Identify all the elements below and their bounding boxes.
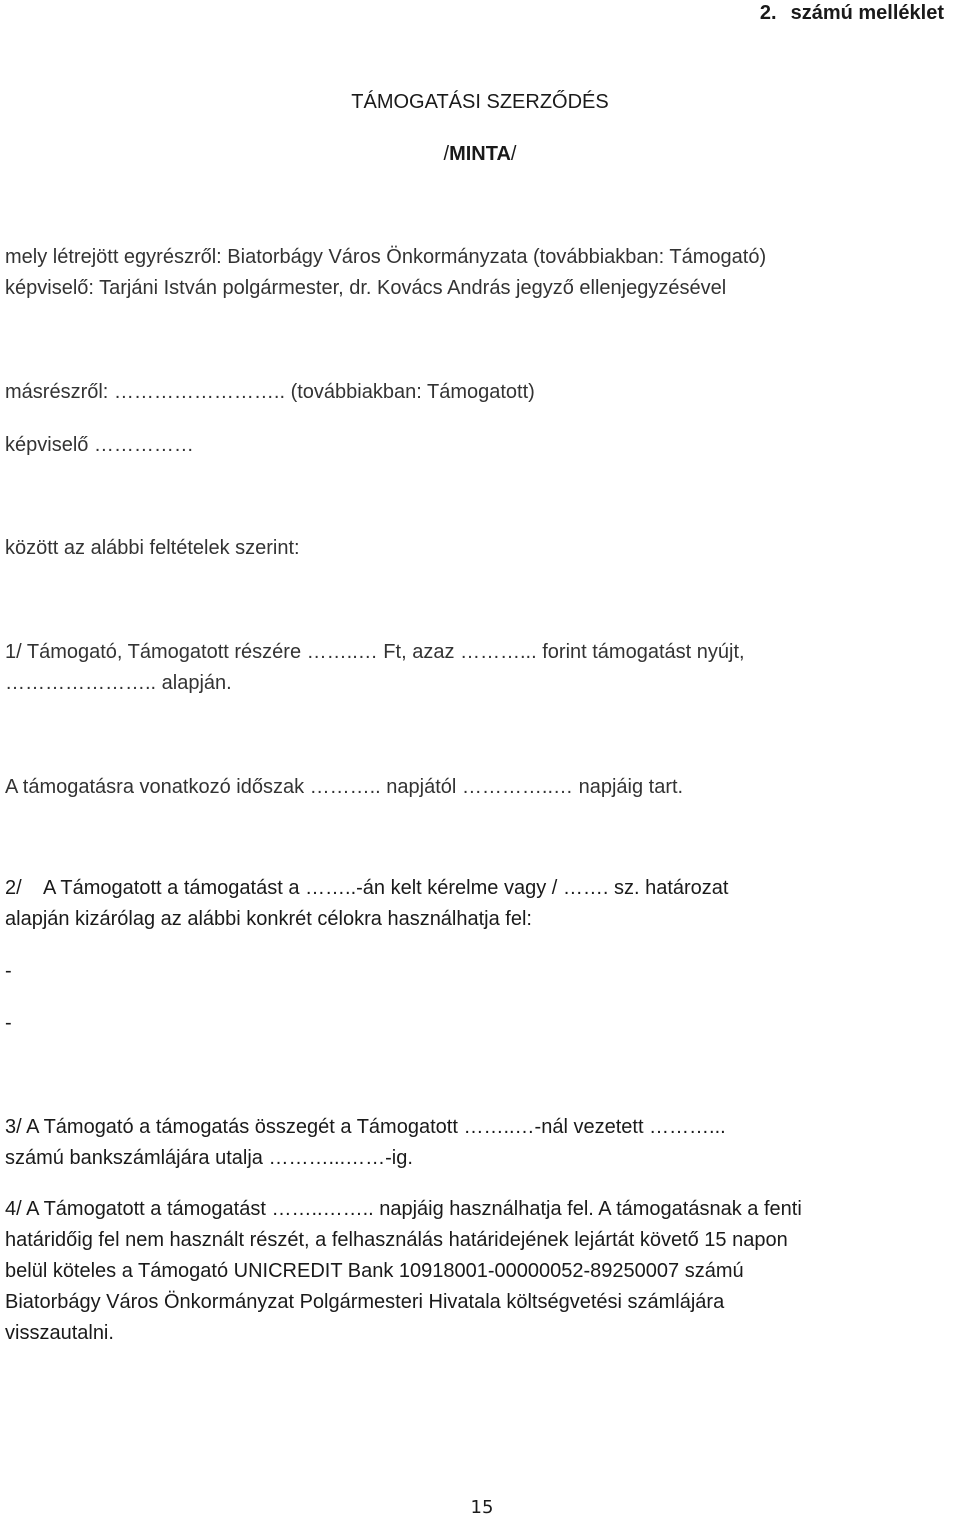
- conditions-intro: között az alábbi feltételek szerint:: [5, 537, 300, 559]
- subtitle-prefix: /: [443, 143, 450, 165]
- section1-period: A támogatásra vonatkozó időszak ……….. napjától …………..… napjáig tart.: [5, 776, 684, 798]
- section2-text: A Támogatott a támogatást a ……..-án kelt kérelme vagy / ……. sz. határozat: [43, 877, 729, 899]
- section4-line-2: határidőig fel nem használt részét, a felhasználás határidejének lejártát követő 15 napon: [5, 1229, 788, 1251]
- annex-text: számú melléklet: [790, 2, 944, 24]
- section4-line-3: belül köteles a Támogató UNICREDIT Bank 10918001-00000052-89250007 számú: [5, 1260, 744, 1282]
- section1-line-2: ………………….. alapján.: [5, 672, 232, 694]
- section2-bullet-1: -: [5, 960, 12, 982]
- other-party-line: másrészről: …………………….. (továbbiakban: Támogatott): [5, 381, 535, 403]
- section2-number: 2/: [5, 877, 22, 899]
- section1-line-1: 1/ Támogató, Támogatott részére ……..… Ft, azaz ………... forint támogatást nyújt,: [5, 641, 745, 663]
- section3-line-1: 3/ A Támogató a támogatás összegét a Támogatott ……..…-nál vezetett ………...: [5, 1116, 726, 1138]
- section2-line-2: alapján kizárólag az alábbi konkrét célokra használhatja fel:: [5, 908, 532, 930]
- document-subtitle: [0, 142, 960, 166]
- subtitle-minta: MINTA: [449, 143, 511, 165]
- section3-line-2: számú bankszámlájára utalja ………...……-ig.: [5, 1147, 413, 1169]
- parties-line-2: képviselő: Tarjáni István polgármester, dr. Kovács András jegyző ellenjegyzésével: [5, 277, 727, 299]
- section4-line-4: Biatorbágy Város Önkormányzat Polgármesteri Hivatala költségvetési számlájára: [5, 1291, 725, 1313]
- section2-line-1: [5, 876, 729, 900]
- page-number: 15: [470, 1497, 494, 1518]
- annex-number: 2.: [759, 2, 777, 24]
- parties-line-1: mely létrejött egyrészről: Biatorbágy Város Önkormányzata (továbbiakban: Támogató): [5, 246, 767, 268]
- section4-line-5: visszautalni.: [5, 1322, 114, 1344]
- representative-line: képviselő ……………: [5, 434, 194, 456]
- subtitle-suffix: /: [510, 143, 517, 165]
- annex-label: [760, 2, 944, 25]
- section2-bullet-2: -: [5, 1012, 12, 1034]
- section4-line-1: 4/ A Támogatott a támogatást ……..…….. napjáig használhatja fel. A támogatásnak a fenti: [5, 1198, 802, 1220]
- document-title: TÁMOGATÁSI SZERZŐDÉS: [351, 91, 609, 113]
